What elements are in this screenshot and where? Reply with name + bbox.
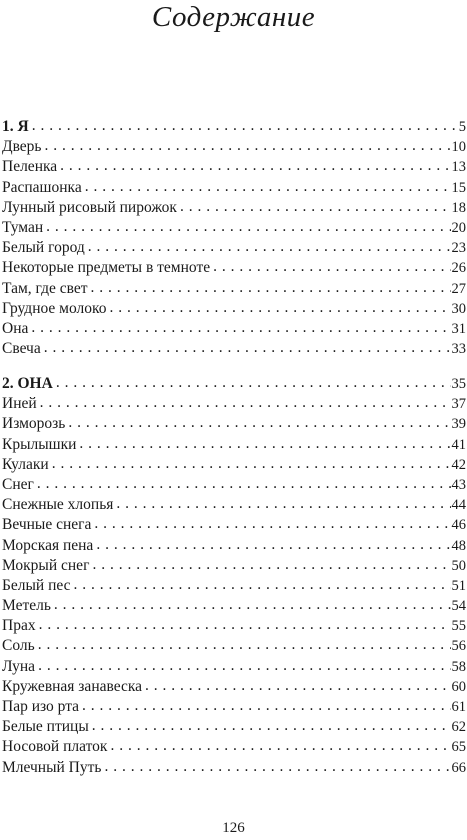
toc-entry[interactable]	[2, 697, 466, 717]
toc-label: Морская пена	[2, 536, 94, 554]
toc-label: Вечные снега	[2, 516, 92, 534]
toc-page: 43	[451, 476, 466, 493]
toc-page: 54	[451, 598, 466, 615]
toc-label: Белый город	[2, 239, 85, 257]
toc-entry[interactable]	[2, 536, 466, 556]
dot-leader	[104, 757, 450, 777]
dot-leader	[54, 595, 451, 615]
toc-entry[interactable]	[2, 475, 466, 495]
dot-leader	[44, 338, 451, 358]
toc-label: Некоторые предметы в темноте	[2, 259, 211, 277]
toc-label: Прах	[2, 617, 36, 635]
toc-page: 61	[451, 699, 466, 715]
toc-label: Пеленка	[2, 158, 58, 176]
toc-entry[interactable]	[2, 137, 466, 157]
dot-leader	[38, 635, 451, 655]
dot-leader	[110, 298, 451, 318]
toc-page: 35	[451, 376, 466, 392]
toc-entry[interactable]	[2, 515, 466, 535]
toc-entry[interactable]	[2, 198, 466, 218]
dot-leader	[39, 615, 451, 635]
toc-entry[interactable]	[2, 414, 466, 434]
toc-entry[interactable]	[2, 258, 466, 278]
toc-label: 1. Я	[2, 118, 29, 135]
toc-entry[interactable]	[2, 238, 466, 258]
toc-entry[interactable]	[2, 178, 466, 198]
toc-entry[interactable]	[2, 737, 466, 757]
page-title: Содержание	[151, 1, 316, 33]
toc-entry[interactable]	[2, 394, 466, 414]
dot-leader	[37, 474, 451, 494]
toc-label: Свеча	[2, 340, 41, 358]
toc-label: Туман	[2, 218, 44, 236]
toc-entry[interactable]	[2, 596, 466, 616]
toc-page: 39	[451, 416, 466, 433]
toc-label: Крылышки	[2, 435, 77, 453]
dot-leader	[74, 575, 451, 595]
toc-page: 20	[451, 219, 466, 236]
toc-label: Дверь	[2, 138, 42, 156]
toc-page: 48	[451, 537, 466, 554]
toc-page: 37	[451, 396, 466, 413]
dot-leader	[32, 116, 458, 136]
toc-page: 33	[451, 341, 466, 358]
dot-leader	[88, 237, 451, 257]
toc-label: Кулаки	[2, 455, 49, 473]
toc-page: 50	[451, 557, 466, 574]
toc-page: 58	[451, 658, 466, 675]
toc-label: Грудное молоко	[2, 299, 107, 317]
toc-page: 31	[451, 320, 466, 337]
toc-page: 51	[451, 577, 466, 594]
toc-section-heading[interactable]	[2, 117, 466, 137]
toc-label: Соль	[2, 637, 35, 655]
dot-leader	[92, 555, 450, 575]
toc-label: Пар изо рта	[2, 698, 80, 715]
toc-label: Изморозь	[2, 415, 66, 433]
dot-leader	[79, 434, 450, 454]
toc-page: 41	[451, 436, 466, 453]
toc-label: Белый пес	[2, 576, 71, 594]
toc-entry[interactable]	[2, 299, 466, 319]
toc-label: Снежные хлопья	[2, 496, 114, 514]
dot-leader	[38, 656, 450, 676]
toc-section-2	[2, 374, 466, 778]
toc-entry[interactable]	[2, 556, 466, 576]
toc-page: 15	[451, 179, 466, 196]
toc-page: 13	[451, 159, 466, 176]
dot-leader	[91, 278, 451, 298]
page-number: 126	[222, 820, 245, 836]
toc-entry[interactable]	[2, 657, 466, 677]
toc-label: Лунный рисовый пирожок	[2, 198, 177, 216]
toc-entry[interactable]	[2, 435, 466, 455]
dot-leader	[52, 454, 451, 474]
toc-label: Снег	[2, 475, 34, 493]
toc-page: 66	[451, 759, 466, 776]
toc-entry[interactable]	[2, 157, 466, 177]
toc-entry[interactable]	[2, 758, 466, 778]
toc-entry[interactable]	[2, 218, 466, 238]
dot-leader	[85, 177, 451, 197]
toc-label: Носовой платок	[2, 738, 108, 756]
dot-leader	[46, 217, 450, 237]
toc-entry[interactable]	[2, 616, 466, 636]
dot-leader	[94, 514, 450, 534]
toc-label: Мокрый снег	[2, 556, 90, 574]
toc-label: Иней	[2, 395, 37, 413]
toc-page: 10	[451, 139, 466, 156]
toc-label: Распашонка	[2, 178, 82, 196]
toc-page: 18	[451, 199, 466, 216]
dot-leader	[110, 736, 450, 756]
toc-page: 62	[451, 719, 466, 736]
dot-leader	[56, 373, 451, 393]
toc-label: Луна	[2, 657, 36, 675]
toc-page: 65	[451, 739, 466, 756]
toc-page: 60	[451, 678, 466, 695]
dot-leader	[145, 676, 450, 696]
toc-entry[interactable]	[2, 677, 466, 697]
toc-entry[interactable]	[2, 455, 466, 475]
dot-leader	[31, 318, 450, 338]
toc-entry[interactable]	[2, 576, 466, 596]
toc-section-heading[interactable]	[2, 374, 466, 394]
dot-leader	[116, 494, 450, 514]
toc-label: Млечный Путь	[2, 758, 102, 776]
toc-page: 26	[451, 260, 466, 277]
toc-section-1	[2, 117, 466, 359]
toc-label: Она	[2, 319, 29, 337]
dot-leader	[40, 393, 451, 413]
toc-page: 5	[458, 119, 466, 135]
toc-label: Белые птицы	[2, 718, 89, 736]
toc-label: Там, где свет	[2, 279, 88, 297]
toc-page: 46	[451, 517, 466, 534]
dot-leader	[68, 413, 450, 433]
dot-leader	[92, 716, 451, 736]
dot-leader	[60, 156, 450, 176]
toc-entry[interactable]	[2, 319, 466, 339]
toc-label: 2. ОНА	[2, 375, 53, 392]
toc-page: 23	[451, 240, 466, 257]
toc-entry[interactable]	[2, 279, 466, 299]
toc-label: Кружевная занавеска	[2, 677, 143, 695]
toc-label: Метель	[2, 597, 51, 615]
dot-leader	[180, 197, 451, 217]
toc-page: 42	[451, 456, 466, 473]
dot-leader	[82, 696, 450, 716]
dot-leader	[45, 136, 451, 156]
dot-leader	[96, 535, 450, 555]
toc-page: 30	[451, 300, 466, 317]
dot-leader	[213, 257, 450, 277]
toc-entry[interactable]	[2, 717, 466, 737]
toc-entry[interactable]	[2, 636, 466, 656]
toc-entry[interactable]	[2, 339, 466, 359]
toc-page: 55	[451, 618, 466, 635]
toc-page: 56	[451, 638, 466, 655]
toc-entry[interactable]	[2, 495, 466, 515]
toc-page: 27	[451, 280, 466, 297]
toc-page: 44	[451, 497, 466, 514]
